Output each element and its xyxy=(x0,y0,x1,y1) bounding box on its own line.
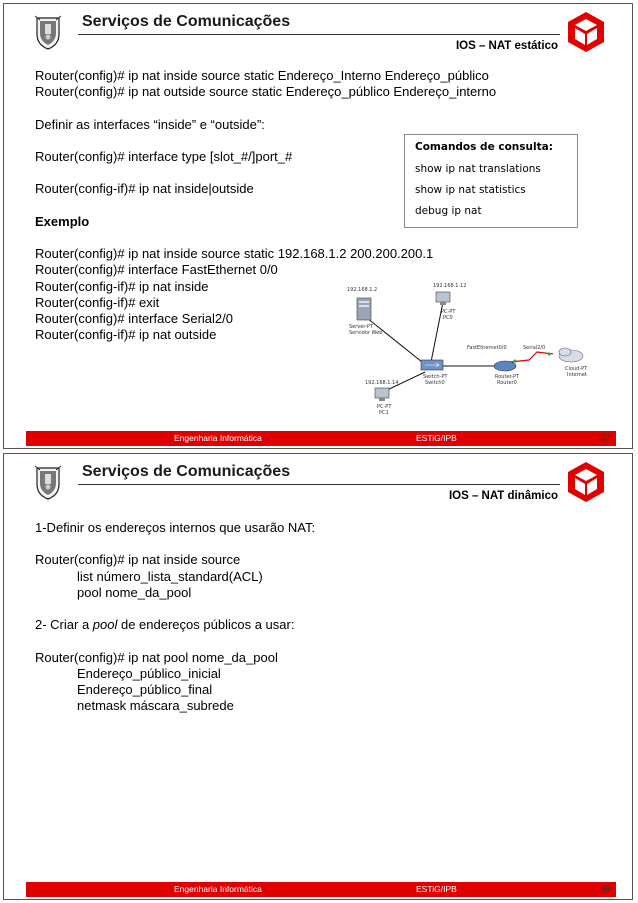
command-line: Router(config-if)# ip nat inside xyxy=(35,278,209,294)
command-line: Router(config-if)# ip nat inside|outside xyxy=(35,181,254,197)
slide-title: Serviços de Comunicações xyxy=(82,463,291,480)
pc1-icon xyxy=(375,388,389,401)
server-label: Server-PT xyxy=(349,324,373,330)
page-number: 58 xyxy=(601,884,610,894)
command-line: Router(config)# interface type [slot_#/]port_# xyxy=(35,148,293,164)
cloud-label: Cloud-PT xyxy=(565,366,588,372)
switch-label: Switch-PT xyxy=(423,374,448,380)
title-rule xyxy=(78,34,560,35)
pc1-label: PC-PT xyxy=(377,404,392,410)
switch-name: Switch0 xyxy=(425,380,445,386)
pc0-ip: 192.168.1.12 xyxy=(433,283,467,289)
instruction-line xyxy=(35,617,315,633)
pc0-name: PC0 xyxy=(443,315,453,321)
command-line: Router(config)# ip nat pool nome_da_pool xyxy=(35,649,278,665)
server-ip: 192.168.1.2 xyxy=(347,287,378,293)
command-item: debug ip nat xyxy=(415,205,482,217)
slide-footer xyxy=(26,882,616,897)
server-name: Servidor Web xyxy=(349,330,383,336)
slide-57 xyxy=(3,3,633,449)
server-icon xyxy=(357,298,371,320)
ipb-logo-icon xyxy=(564,10,608,54)
instruction-text: de endereços públicos a usar: xyxy=(117,617,295,633)
slide-content xyxy=(35,520,315,714)
network-diagram xyxy=(339,280,594,420)
slide-subtitle: IOS – NAT estático xyxy=(455,40,558,52)
command-arg: Endereço_público_final xyxy=(77,681,213,697)
example-heading: Exemplo xyxy=(35,213,90,229)
command-line: Router(config)# interface Serial2/0 xyxy=(35,310,233,326)
commands-heading: Comandos de consulta: xyxy=(415,141,553,153)
pool-term: pool xyxy=(92,617,118,633)
command-line: Router(config)# ip nat inside source xyxy=(35,552,241,568)
command-line: Router(config)# ip nat inside source static 192.168.1.2 200.200.200.1 xyxy=(35,246,434,262)
page-number: 57 xyxy=(601,433,610,443)
instruction-text: 2- Criar a xyxy=(35,617,93,633)
command-line: Router(config-if)# ip nat outside xyxy=(35,327,217,343)
command-item: show ip nat statistics xyxy=(415,184,526,196)
fastethernet-label: FastEthernet0/0 xyxy=(467,345,507,351)
pc0-label: PC-PT xyxy=(441,309,456,315)
command-item: show ip nat translations xyxy=(415,163,541,175)
router-icon xyxy=(494,361,516,371)
command-line: Router(config)# ip nat inside source static Endereço_Interno Endereço_público xyxy=(35,68,489,83)
instruction-line: Definir as interfaces “inside” e “outside”: xyxy=(35,116,265,132)
serial-label: Serial2/0 xyxy=(523,345,546,351)
switch-icon xyxy=(421,360,443,370)
pc0-icon xyxy=(436,292,450,305)
footer-course: Engenharia Informática xyxy=(174,884,262,894)
slide-58 xyxy=(3,453,633,900)
query-commands-box xyxy=(404,134,578,228)
ipb-logo-icon xyxy=(564,460,608,504)
slide-title: Serviços de Comunicações xyxy=(82,13,291,30)
pc1-ip: 192.168.1.14 xyxy=(365,380,399,386)
crest-icon xyxy=(34,464,62,500)
command-line: Router(config)# interface FastEthernet 0/0 xyxy=(35,262,278,278)
slide-subtitle: IOS – NAT dinâmico xyxy=(448,490,558,502)
command-arg: netmask máscara_subrede xyxy=(77,698,234,714)
cloud-icon xyxy=(559,348,583,362)
slide-footer xyxy=(26,431,616,446)
footer-school: ESTiG/IPB xyxy=(416,884,457,894)
router-name: Router0 xyxy=(497,380,517,386)
command-line: Router(config-if)# exit xyxy=(35,294,160,310)
crest-icon xyxy=(34,14,62,50)
footer-school: ESTiG/IPB xyxy=(416,433,457,443)
command-arg: Endereço_público_inicial xyxy=(77,665,221,681)
footer-course: Engenharia Informática xyxy=(174,433,262,443)
pc1-name: PC1 xyxy=(379,410,389,416)
cloud-name: Internet xyxy=(567,372,587,378)
command-arg: list número_lista_standard(ACL) xyxy=(77,568,263,584)
command-arg: pool nome_da_pool xyxy=(77,584,192,600)
title-rule xyxy=(78,484,560,485)
instruction-line: 1-Definir os endereços internos que usarão NAT: xyxy=(35,520,316,535)
router-label: Router-PT xyxy=(495,374,520,380)
command-line: Router(config)# ip nat outside source static Endereço_público Endereço_interno xyxy=(35,84,497,100)
